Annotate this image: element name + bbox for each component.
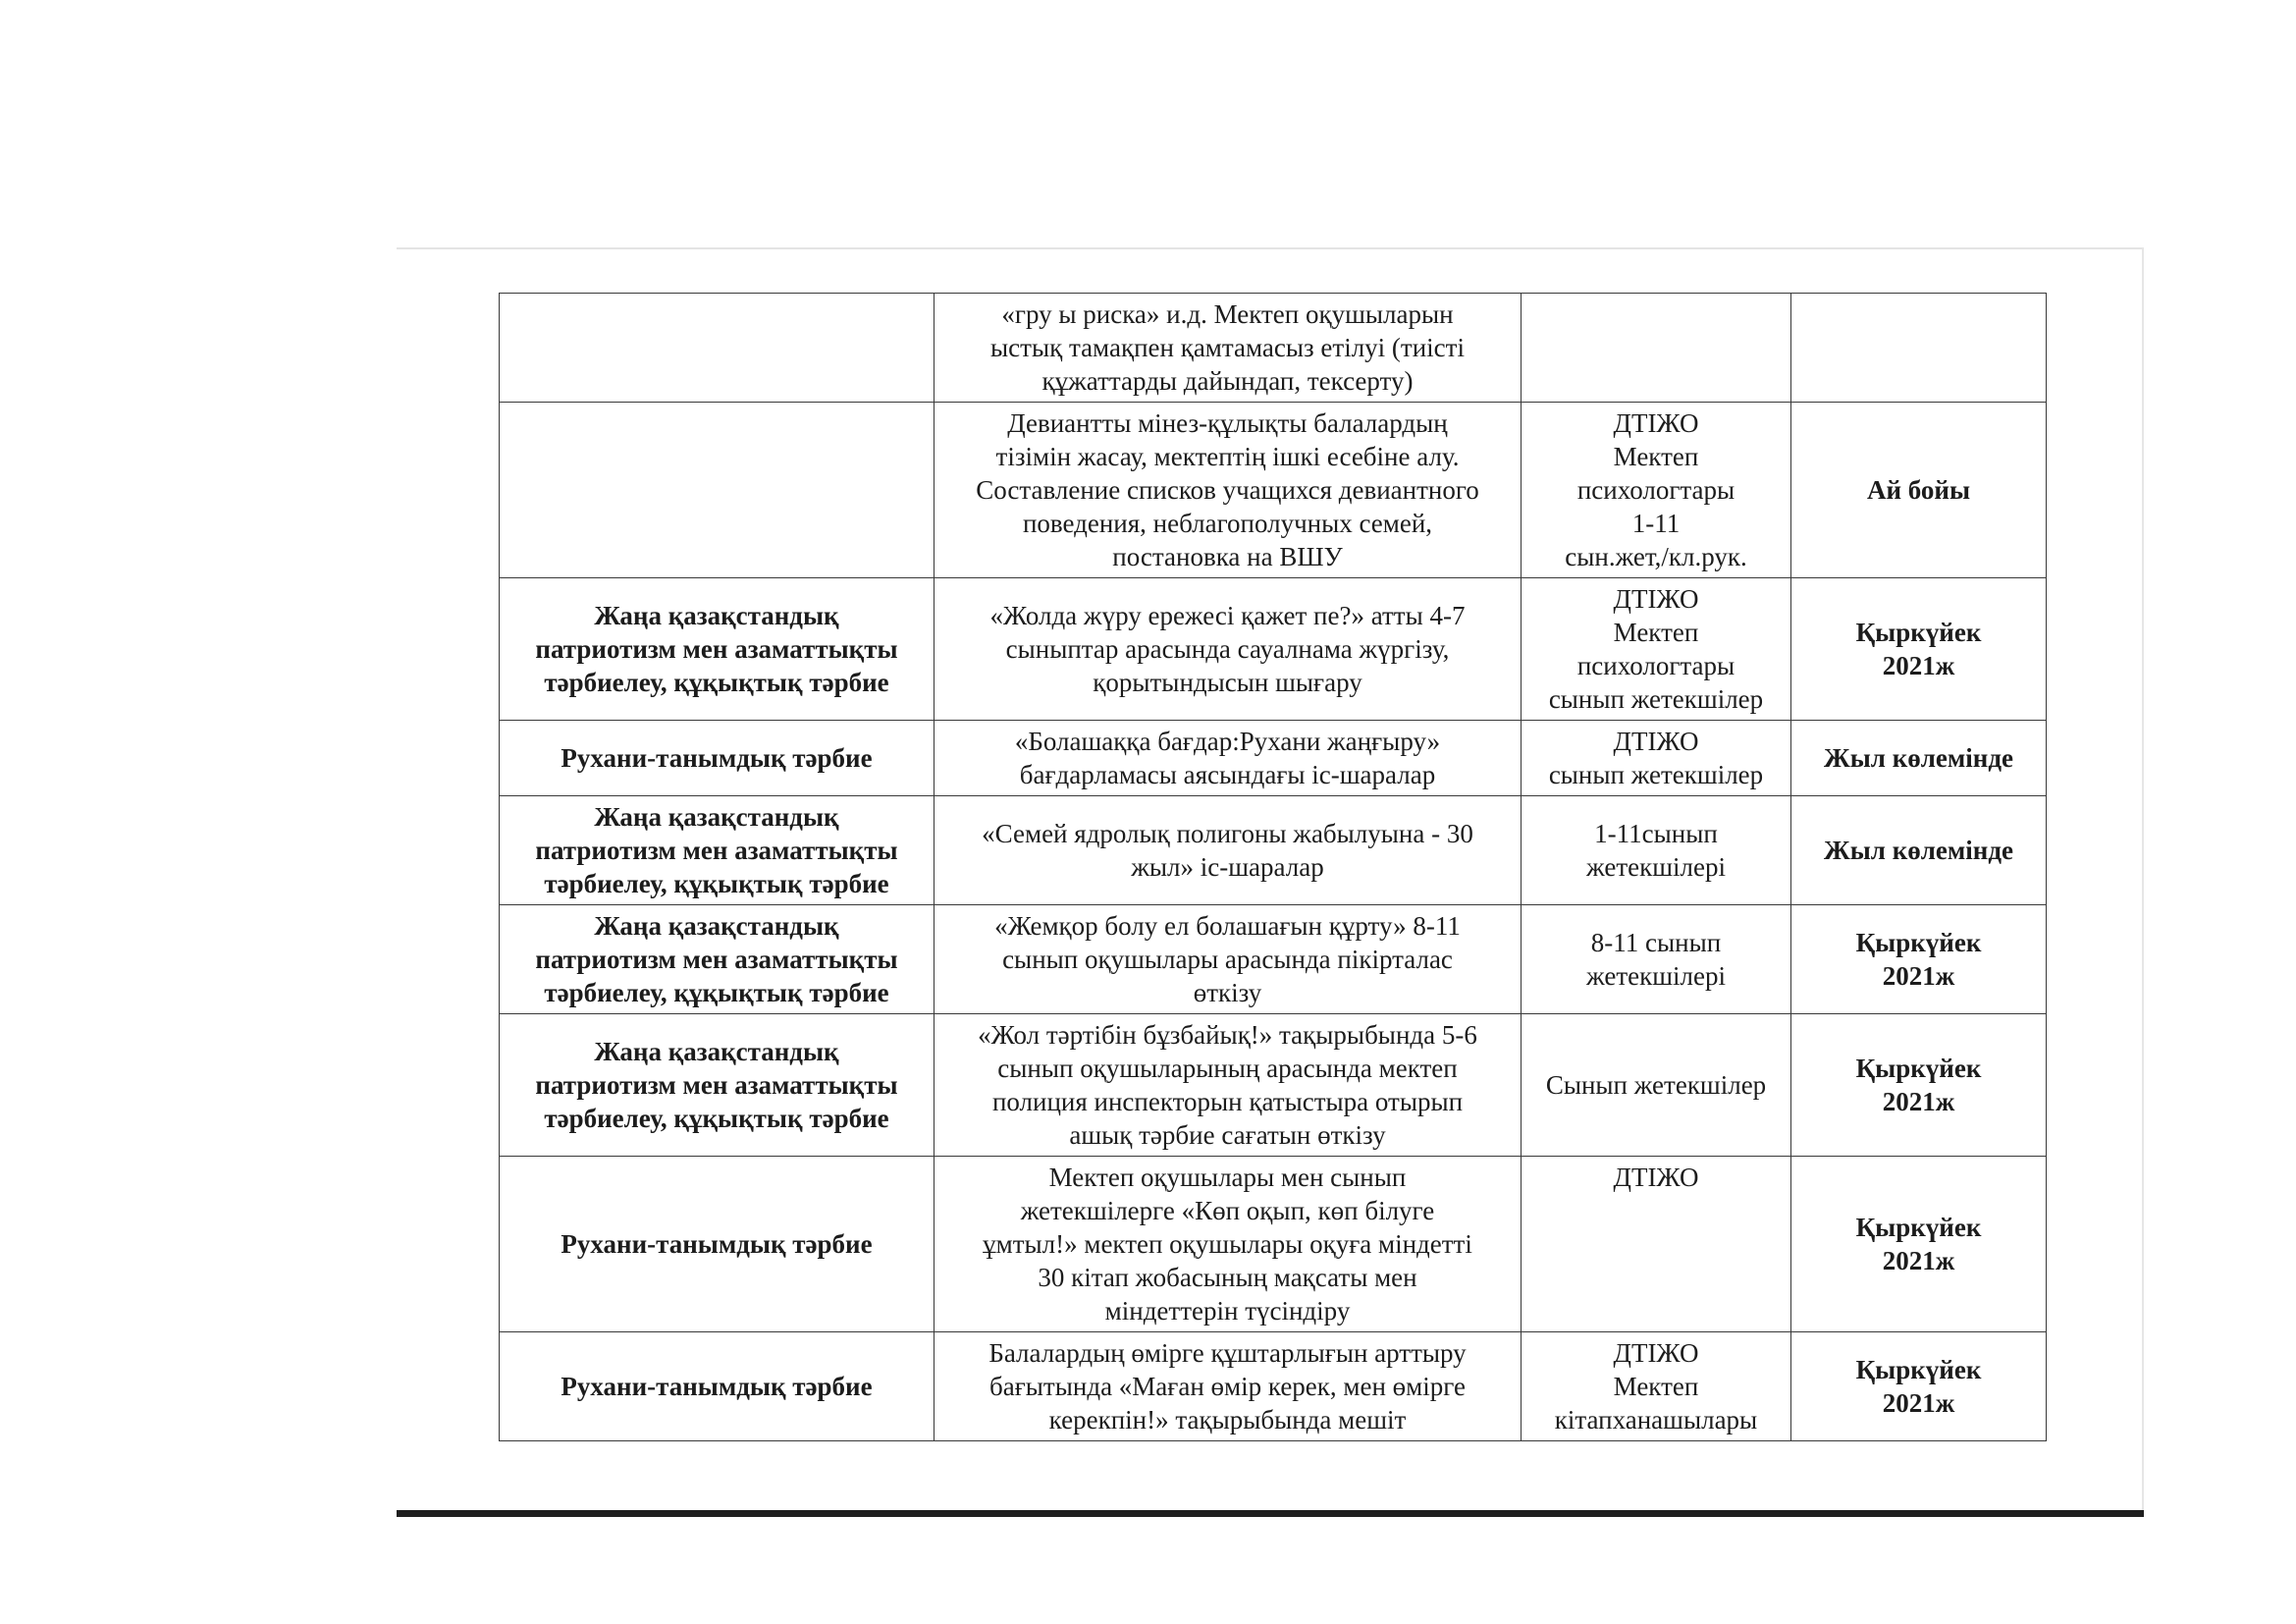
scan-page-edge-right [2142,247,2144,1514]
time-cell [1791,721,2047,796]
responsible-cell-line: Мектеп [1613,618,1699,647]
responsible-cell-line: кітапханашылары [1554,1405,1758,1435]
responsible-cell-line: жетекшілері [1586,961,1726,991]
time-cell-line: Жыл көлемінде [1824,836,2013,865]
event-cell-line: құжаттарды дайындап, тексерту) [1041,366,1414,396]
event-cell-line: «Жемқор болу ел болашағын құрту» 8-11 [994,911,1461,941]
event-cell [934,1157,1522,1332]
time-cell [1791,1014,2047,1157]
event-cell-line: бағытында «Маған өмір керек, мен өмірге [989,1372,1466,1401]
event-cell-line: Девиантты мінез-құлықты балалардың [1007,408,1448,438]
responsible-cell [1522,796,1791,905]
category-cell [500,1157,934,1332]
event-cell-line: ұмтыл!» мектеп оқушылары оқуға міндетті [983,1229,1472,1259]
time-cell-line: 2021ж [1882,1246,1955,1275]
time-cell-line: Қыркүйек [1855,928,1982,957]
event-cell [934,578,1522,721]
event-cell-line: бағдарламасы аясындағы іс-шаралар [1019,760,1436,789]
event-cell [934,1332,1522,1441]
responsible-cell [1522,403,1791,578]
responsible-cell [1522,1157,1791,1332]
event-cell-line: 30 кітап жобасының мақсаты мен [1038,1263,1417,1292]
table-row [500,905,2047,1014]
event-cell [934,905,1522,1014]
responsible-cell-line: жетекшілері [1586,852,1726,882]
responsible-cell-line: 8-11 сынып [1590,928,1722,957]
time-cell-line: Қыркүйек [1855,1054,1982,1083]
table-row [500,1014,2047,1157]
event-cell-line: сынып оқушылары арасында пікірталас [1002,945,1453,974]
time-cell-line: 2021ж [1882,1087,1955,1116]
event-cell-line: Мектеп оқушылары мен сынып [1048,1163,1407,1192]
category-cell-line: тәрбиелеу, құқықтық тәрбие [544,668,889,697]
time-cell [1791,578,2047,721]
event-cell-line: ыстық тамақпен қамтамасыз етілуі (тиісті [990,333,1465,362]
event-cell-line: керекпін!» тақырыбында мешіт [1048,1405,1407,1435]
time-cell [1791,796,2047,905]
scan-page-edge-bottom [397,1510,2144,1517]
event-cell [934,721,1522,796]
event-cell-line: «Семей ядролық полигоны жабылуына - 30 [982,819,1473,848]
responsible-cell-line: сын.жет,/кл.рук. [1565,542,1747,571]
table-row [500,796,2047,905]
responsible-cell-line: ДТІЖО [1613,1163,1699,1192]
category-cell-line: Жаңа қазақстандық [594,802,839,832]
category-cell-line: патриотизм мен азаматтықты [535,836,898,865]
event-cell-line: «гру ы риска» и.д. Мектеп оқушыларын [1001,299,1454,329]
responsible-cell [1522,1332,1791,1441]
responsible-cell-line: Мектеп [1613,442,1699,471]
time-cell-line: 2021ж [1882,961,1955,991]
event-cell-line: сынып оқушыларының арасында мектеп [997,1054,1458,1083]
scan-page-edge-top [397,247,2144,249]
event-cell [934,1014,1522,1157]
category-cell [500,1014,934,1157]
category-cell [500,403,934,578]
responsible-cell-line: ДТІЖО [1613,584,1699,614]
responsible-cell [1522,721,1791,796]
event-cell-line: қорытындысын шығару [1093,668,1362,697]
event-cell-line: «Жол тәртібін бұзбайық!» тақырыбында 5-6 [978,1020,1477,1050]
responsible-cell-line: Сынып жетекшілер [1545,1070,1767,1100]
table-row [500,578,2047,721]
time-cell-line: 2021ж [1882,651,1955,680]
event-cell-line: міндеттерін түсіндіру [1104,1296,1351,1326]
time-cell [1791,905,2047,1014]
table-row [500,1332,2047,1441]
time-cell-line: 2021ж [1882,1388,1955,1418]
responsible-cell-line: ДТІЖО [1613,727,1699,756]
category-cell-line: патриотизм мен азаматтықты [535,1070,898,1100]
responsible-cell-line: психологтары [1576,475,1735,505]
category-cell-line: Жаңа қазақстандық [594,601,839,630]
event-cell-line: тізімін жасау, мектептің ішкі есебіне алу. [995,442,1460,471]
time-cell [1791,1332,2047,1441]
event-cell [934,294,1522,403]
responsible-cell-line: 1-11сынып [1594,819,1718,848]
category-cell-line: тәрбиелеу, құқықтық тәрбие [544,978,889,1007]
time-cell [1791,1157,2047,1332]
event-cell-line: жетекшілерге «Көп оқып, көп білуге [1020,1196,1435,1225]
category-cell-line: патриотизм мен азаматтықты [535,945,898,974]
event-cell-line: өткізу [1193,978,1262,1007]
category-cell [500,1332,934,1441]
responsible-cell-line: сынып жетекшілер [1548,760,1764,789]
category-cell [500,721,934,796]
responsible-cell [1522,578,1791,721]
event-cell-line: «Жолда жүру ережесі қажет пе?» атты 4-7 [989,601,1466,630]
category-cell [500,796,934,905]
time-cell-line: Жыл көлемінде [1824,743,2013,773]
responsible-cell [1522,1014,1791,1157]
time-cell [1791,403,2047,578]
event-cell-line: полиция инспекторын қатыстыра отырып [991,1087,1464,1116]
responsible-cell-line: сынып жетекшілер [1548,684,1764,714]
table-row [500,1157,2047,1332]
category-cell-line: Жаңа қазақстандық [594,1037,839,1066]
time-cell-line: Ай бойы [1866,475,1971,505]
responsible-cell [1522,905,1791,1014]
category-cell-line: тәрбиелеу, құқықтық тәрбие [544,1104,889,1133]
responsible-cell-line: 1-11 [1631,509,1681,538]
responsible-cell-line: ДТІЖО [1613,408,1699,438]
event-cell-line: ашық тәрбие сағатын өткізу [1069,1120,1386,1150]
event-cell-line: «Болашаққа бағдар:Рухани жаңғыру» [1014,727,1441,756]
event-cell-line: поведения, неблагополучных семей, [1022,509,1433,538]
category-cell-line: Рухани-танымдық тәрбие [561,1372,873,1401]
table-row [500,721,2047,796]
event-cell [934,403,1522,578]
category-cell-line: Рухани-танымдық тәрбие [561,1229,873,1259]
table-row [500,294,2047,403]
event-cell-line: Балалардың өмірге құштарлығын арттыру [988,1338,1467,1368]
event-cell-line: Составление списков учащихся девиантного [976,475,1479,505]
responsible-cell-line: психологтары [1576,651,1735,680]
activity-plan-table [499,293,2047,1441]
category-cell [500,294,934,403]
event-cell [934,796,1522,905]
responsible-cell-line: ДТІЖО [1613,1338,1699,1368]
time-cell [1791,294,2047,403]
category-cell-line: Рухани-танымдық тәрбие [561,743,873,773]
category-cell-line: патриотизм мен азаматтықты [535,634,898,664]
category-cell [500,905,934,1014]
event-cell-line: сыныптар арасында сауалнама жүргізу, [1005,634,1450,664]
event-cell-line: постановка на ВШУ [1112,542,1343,571]
category-cell-line: Жаңа қазақстандық [594,911,839,941]
table-body [500,294,2047,1441]
responsible-cell-line: Мектеп [1613,1372,1699,1401]
time-cell-line: Қыркүйек [1855,1355,1982,1384]
time-cell-line: Қыркүйек [1855,618,1982,647]
table-row [500,403,2047,578]
category-cell-line: тәрбиелеу, құқықтық тәрбие [544,869,889,898]
time-cell-line: Қыркүйек [1855,1213,1982,1242]
category-cell [500,578,934,721]
event-cell-line: жыл» іс-шаралар [1131,852,1324,882]
responsible-cell [1522,294,1791,403]
